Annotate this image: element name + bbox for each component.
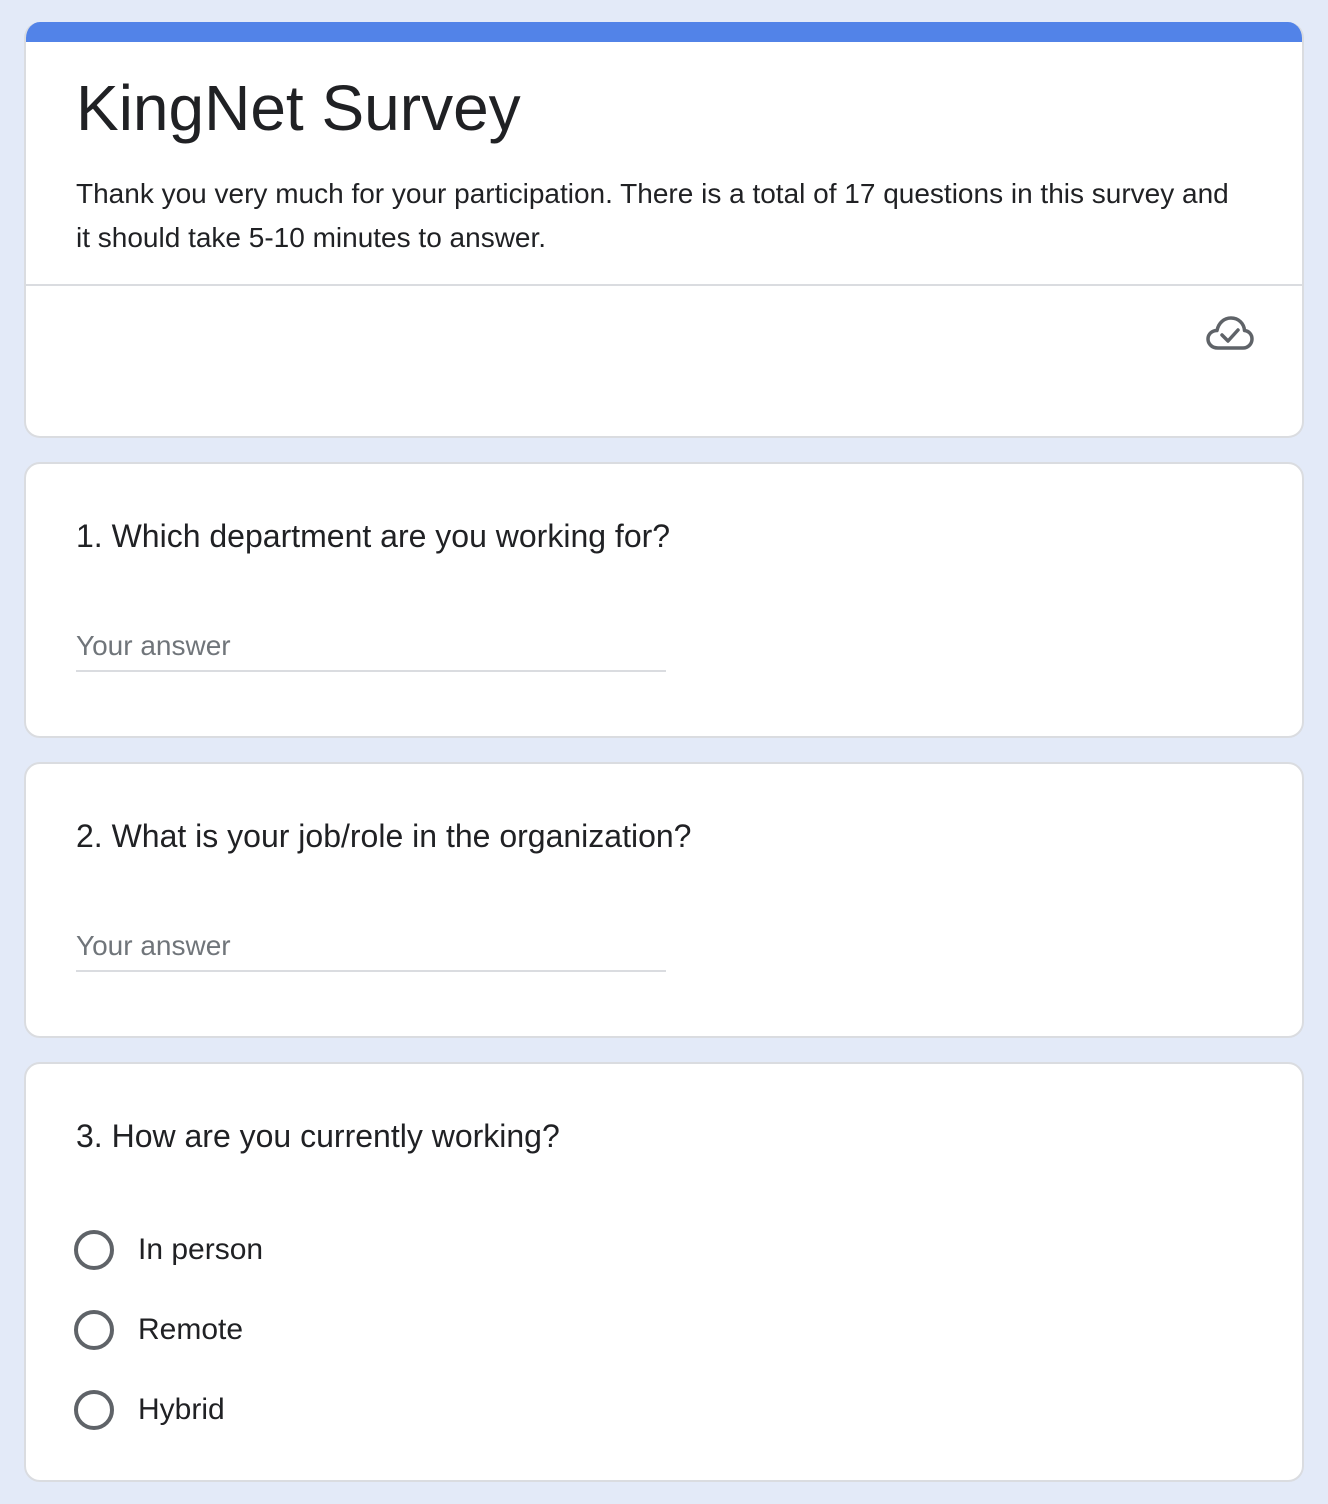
option-label: In person [138,1233,264,1266]
option-hybrid[interactable] [74,1370,263,1450]
department-answer-input[interactable] [76,622,666,672]
question-card-job-role [24,762,1304,1038]
option-label: Hybrid [138,1393,225,1426]
question-title: 2. What is your job/role in the organization? [76,818,692,854]
radio-button[interactable] [74,1230,114,1270]
working-mode-options [74,1210,263,1450]
option-label: Remote [138,1313,244,1346]
radio-button[interactable] [74,1390,114,1430]
header-accent-bar [26,22,1302,42]
question-title: 1. Which department are you working for? [76,518,671,554]
header-divider [26,284,1302,286]
form-title: KingNet Survey [76,72,521,144]
option-in-person[interactable] [74,1210,263,1290]
question-card-department [24,462,1304,738]
question-title: 3. How are you currently working? [76,1118,560,1154]
question-card-working-mode [24,1062,1304,1482]
job-role-answer-input[interactable] [76,922,666,972]
option-remote[interactable] [74,1290,263,1370]
radio-button[interactable] [74,1310,114,1350]
form-description: Thank you very much for your participation. There is a total of 17 questions in this survey and it should take 5-10 minutes to answer. [76,178,1229,253]
form-header-card [24,22,1304,438]
cloud-check-icon [1206,314,1254,354]
